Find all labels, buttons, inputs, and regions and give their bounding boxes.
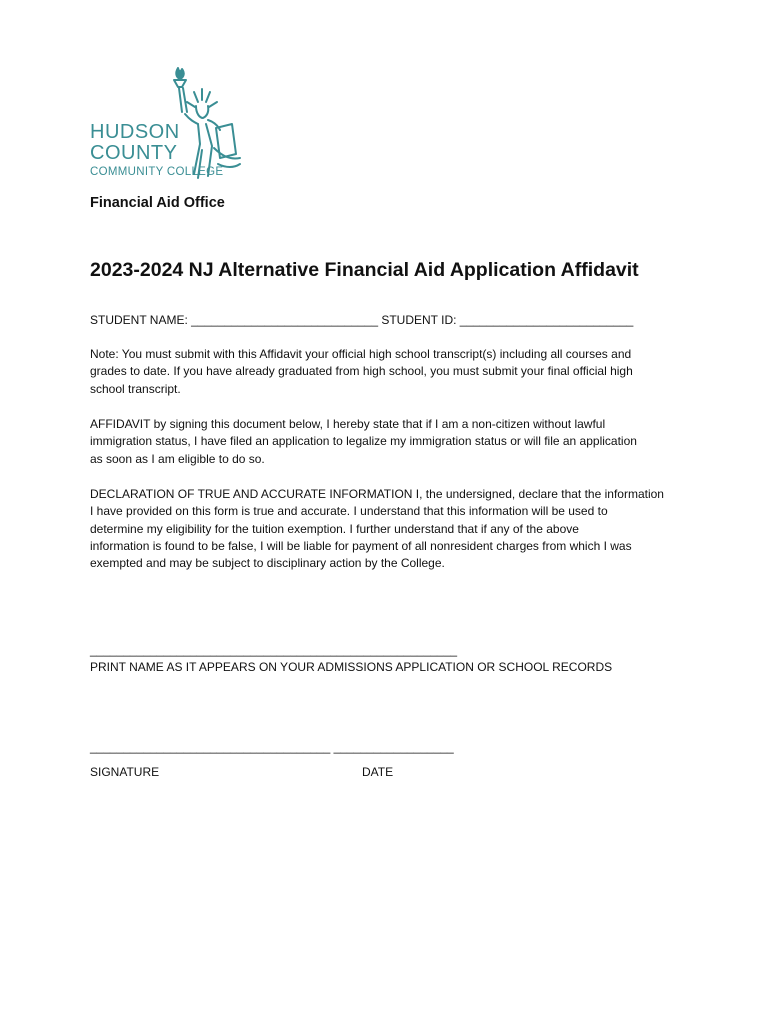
signature-date-field-line[interactable]: ____________________________________ __________________ <box>90 740 454 754</box>
note-line: school transcript. <box>90 381 181 396</box>
college-logo <box>90 64 242 182</box>
logo-text-hudson: HUDSON <box>90 121 180 143</box>
note-line: Note: You must submit with this Affidavit your official high school transcript(s) including all courses and <box>90 347 632 361</box>
print-name-field-line[interactable]: _______________________________________________________ <box>90 643 458 657</box>
date-label: DATE <box>362 765 394 779</box>
affidavit-paragraph <box>90 416 690 468</box>
declaration-line: information is found to be false, I will be liable for payment of all nonresident charges from which I was <box>90 538 632 553</box>
declaration-line: exempted and may be subject to disciplinary action by the College. <box>90 556 445 571</box>
declaration-line: DECLARATION OF TRUE AND ACCURATE INFORMATION I, the undersigned, declare that the information <box>90 487 664 501</box>
signature-label: SIGNATURE <box>90 765 160 779</box>
student-info-line: STUDENT NAME: ____________________________ STUDENT ID: __________________________ <box>90 313 634 327</box>
office-heading: Financial Aid Office <box>90 195 225 211</box>
affidavit-line: AFFIDAVIT by signing this document below, I hereby state that if I am a non-citizen without lawful <box>90 417 606 431</box>
declaration-line: I have provided on this form is true and accurate. I understand that this information will be used to <box>90 504 608 519</box>
logo-text-county: COUNTY <box>90 142 178 164</box>
affidavit-line: as soon as I am eligible to do so. <box>90 451 265 466</box>
print-name-label: PRINT NAME AS IT APPEARS ON YOUR ADMISSIONS APPLICATION OR SCHOOL RECORDS <box>90 660 613 674</box>
page-title: 2023-2024 NJ Alternative Financial Aid Application Affidavit <box>90 259 639 281</box>
declaration-line: determine my eligibility for the tuition exemption. I further understand that if any of the above <box>90 521 579 536</box>
logo-text-community-college: COMMUNITY COLLEGE <box>90 166 224 178</box>
note-paragraph <box>90 346 690 398</box>
note-line: grades to date. If you have already graduated from high school, you must submit your final official high <box>90 364 633 379</box>
declaration-paragraph <box>90 486 690 572</box>
affidavit-line: immigration status, I have filed an application to legalize my immigration status or will file an application <box>90 434 637 449</box>
